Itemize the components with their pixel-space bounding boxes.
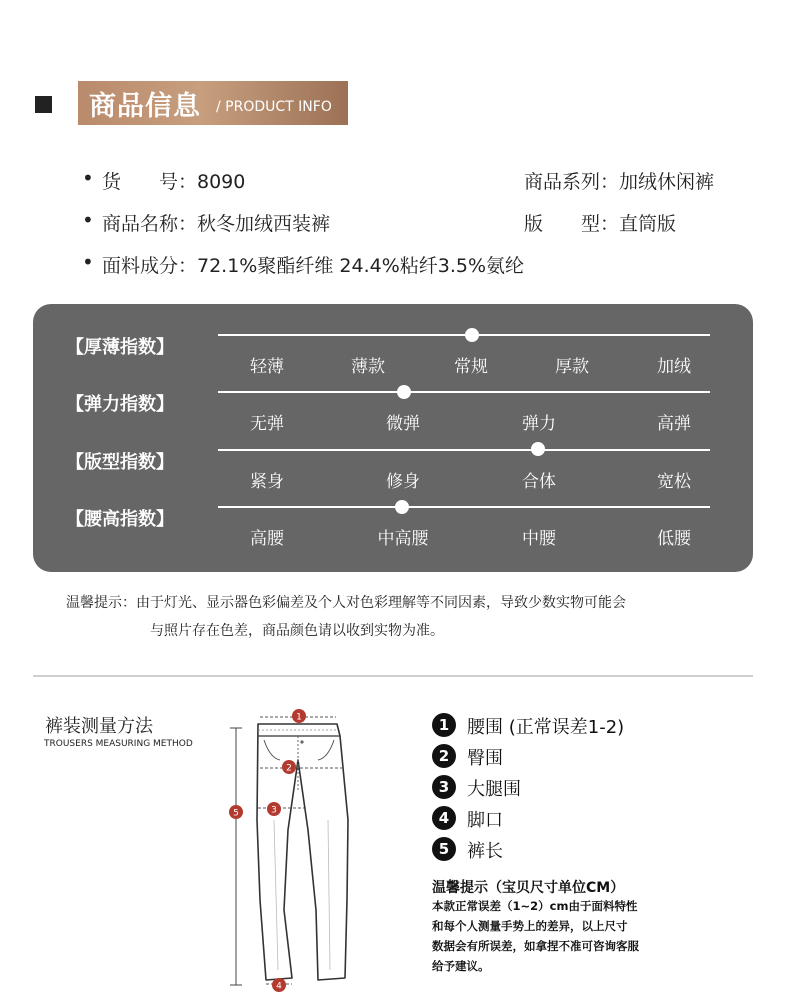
index-option: 加绒 <box>657 357 691 377</box>
index-label-fit: 【版型指数】 <box>66 452 174 473</box>
info-fabric: 面料成分：72.1%聚酯纤维 24.4%粘纤3.5%氨纶 <box>102 255 525 277</box>
bullet-icon: • <box>82 166 94 190</box>
index-option: 高弹 <box>657 414 691 434</box>
trousers-diagram <box>222 700 382 1000</box>
index-track <box>218 391 710 393</box>
legend-hip: 臀围 <box>467 748 503 769</box>
info-item-no: 货 号：8090 <box>102 171 246 193</box>
index-option: 紧身 <box>250 472 284 492</box>
header-subtitle: / PRODUCT INFO <box>216 99 332 115</box>
legend-number-2: 2 <box>432 744 456 768</box>
color-tip-line1: 温馨提示：由于灯光、显示器色彩偏差及个人对色彩理解等不同因素，导致少数实物可能会 <box>66 595 626 611</box>
index-option: 薄款 <box>351 357 385 377</box>
size-note-line: 本款正常误差（1~2）cm由于面料特性 <box>432 899 638 913</box>
color-tip-line2: 与照片存在色差，商品颜色请以收到实物为准。 <box>150 623 444 639</box>
measuring-title: 裤装测量方法 <box>45 716 153 737</box>
svg-text:2: 2 <box>286 763 292 774</box>
header-title: 商品信息 <box>89 91 201 122</box>
measuring-subtitle: TROUSERS MEASURING METHOD <box>44 739 193 749</box>
index-option: 厚款 <box>555 357 589 377</box>
legend-number-3: 3 <box>432 775 456 799</box>
trousers-outline <box>257 724 348 980</box>
size-note-line: 和每个人测量手势上的差异，以上尺寸 <box>432 919 628 933</box>
legend-waist: 腰围 (正常误差1-2) <box>467 717 625 738</box>
svg-text:4: 4 <box>276 981 282 992</box>
info-name: 商品名称：秋冬加绒西装裤 <box>102 213 331 235</box>
index-option: 合体 <box>522 472 556 492</box>
measure-marker-4 <box>272 978 286 992</box>
index-marker-waist <box>395 500 409 514</box>
svg-text:5: 5 <box>233 808 239 819</box>
index-marker-fit <box>531 442 545 456</box>
index-option: 修身 <box>386 472 420 492</box>
svg-text:1: 1 <box>296 712 302 723</box>
size-note-line: 数据会有所误差，如拿捏不准可咨询客服 <box>432 939 639 953</box>
index-option: 轻薄 <box>250 357 284 377</box>
index-option: 常规 <box>454 357 488 377</box>
index-option: 低腰 <box>657 529 691 549</box>
legend-number-1: 1 <box>432 713 456 737</box>
index-track <box>218 449 710 451</box>
legend-number-5: 5 <box>432 837 456 861</box>
section-divider <box>33 675 753 677</box>
index-option: 中腰 <box>522 529 556 549</box>
legend-thigh: 大腿围 <box>467 779 521 800</box>
size-note-title: 温馨提示（宝贝尺寸单位CM） <box>432 880 625 896</box>
index-marker-elasticity <box>397 385 411 399</box>
svg-text:3: 3 <box>271 805 277 816</box>
index-option: 宽松 <box>657 472 691 492</box>
info-series: 商品系列：加绒休闲裤 <box>524 171 715 193</box>
measure-marker-5 <box>229 805 243 819</box>
measure-marker-3 <box>267 802 281 816</box>
measure-marker-2 <box>282 760 296 774</box>
bullet-icon: • <box>82 250 94 274</box>
header-square-icon <box>35 96 52 113</box>
index-label-thickness: 【厚薄指数】 <box>66 337 174 358</box>
size-note-line: 给予建议。 <box>432 959 490 973</box>
measure-marker-1 <box>292 709 306 723</box>
index-option: 弹力 <box>522 414 556 434</box>
bullet-icon: • <box>82 208 94 232</box>
legend-length: 裤长 <box>467 841 503 862</box>
index-track <box>218 506 710 508</box>
index-label-waist: 【腰高指数】 <box>66 509 174 530</box>
index-track <box>218 334 710 336</box>
index-option: 高腰 <box>250 529 284 549</box>
legend-number-4: 4 <box>432 806 456 830</box>
legend-hem: 脚口 <box>467 810 503 831</box>
index-option: 无弹 <box>250 414 284 434</box>
index-option: 中高腰 <box>377 529 429 549</box>
index-marker-thickness <box>465 328 479 342</box>
index-option: 微弹 <box>386 414 420 434</box>
info-fit: 版 型：直筒版 <box>524 213 677 235</box>
index-label-elasticity: 【弹力指数】 <box>66 394 174 415</box>
